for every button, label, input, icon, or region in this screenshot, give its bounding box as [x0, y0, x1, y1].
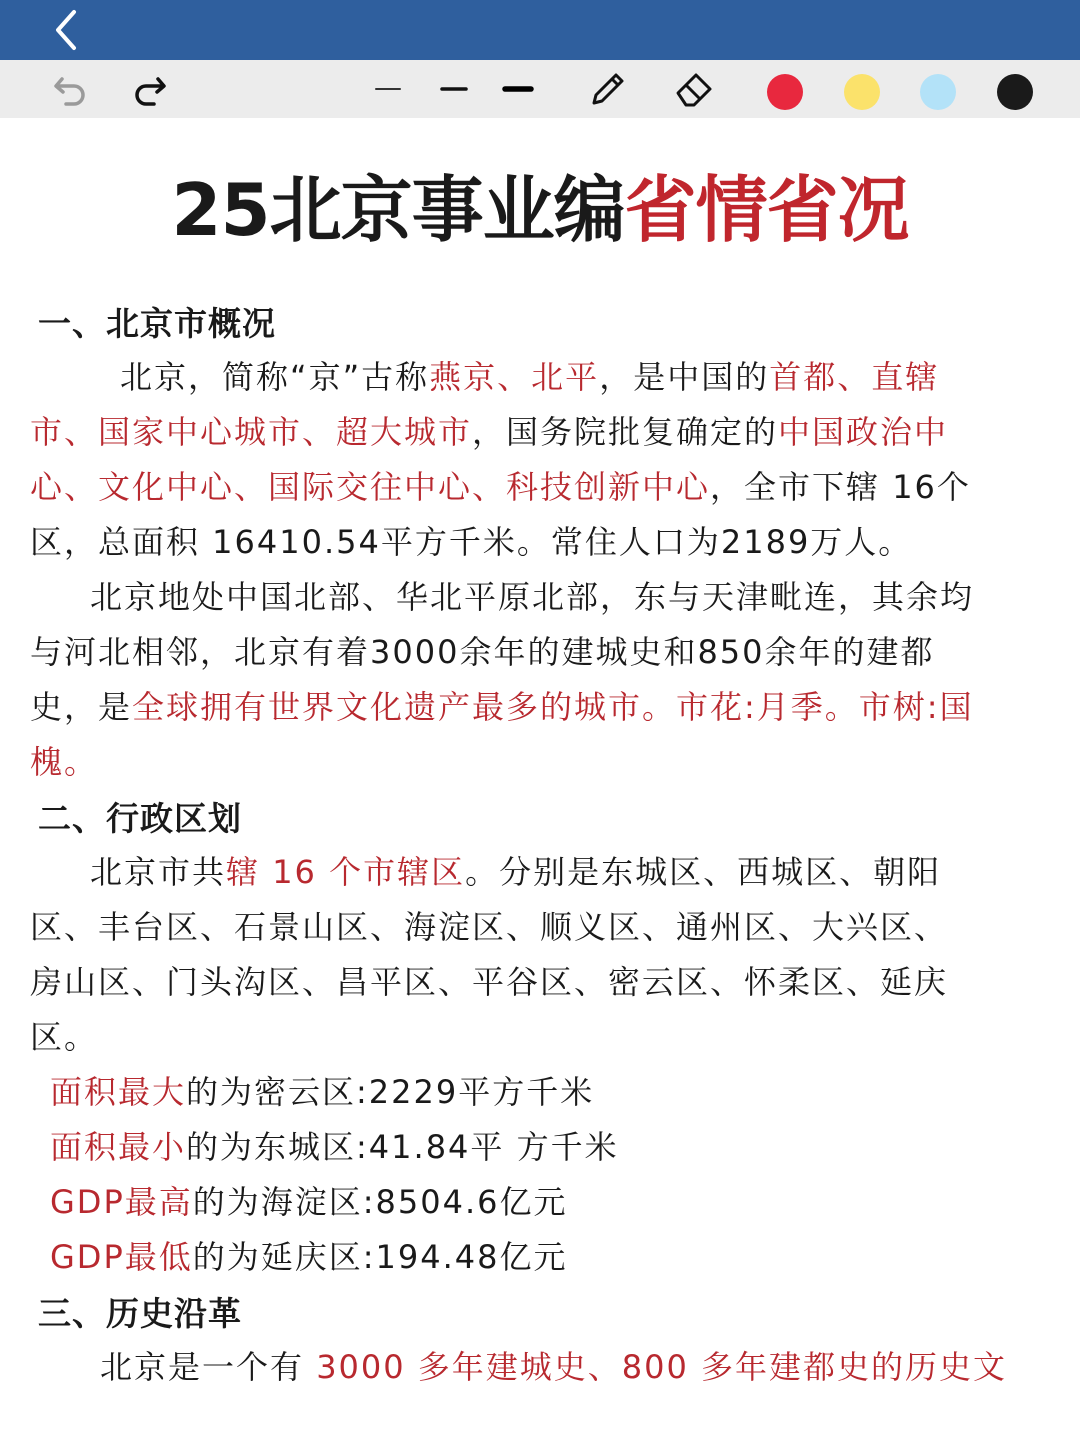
redo-button[interactable] [126, 65, 174, 113]
thick-stroke-button[interactable] [494, 65, 542, 113]
paragraph-line: 与河北相邻，北京有着3000余年的建城史和850余年的建都 [30, 633, 935, 671]
paragraph-line: 北京市共辖 16 个市辖区。分别是东城区、西城区、朝阳 [90, 853, 942, 891]
title-red-part: 省情省况 [624, 168, 909, 252]
back-button[interactable] [44, 6, 92, 54]
medium-stroke-icon [434, 79, 474, 99]
fact-line: GDP最高的为海淀区:8504.6亿元 [50, 1183, 568, 1221]
thin-stroke-icon [368, 79, 408, 99]
color-swatch-red[interactable] [767, 74, 803, 110]
paragraph-line: 槐。 [30, 743, 99, 781]
undo-icon [50, 69, 90, 109]
page-title [0, 170, 1080, 250]
title-black-part: 25北京事业编 [171, 168, 625, 252]
section-heading-admin-divisions: 二、行政区划 [38, 799, 242, 838]
eraser-button[interactable] [670, 65, 718, 113]
fact-line: 面积最大的为密云区:2229平方千米 [50, 1073, 595, 1111]
medium-stroke-button[interactable] [430, 65, 478, 113]
paragraph-line: 北京是一个有 3000 多年建城史、800 多年建都史的历史文 [100, 1348, 1008, 1386]
undo-button[interactable] [46, 65, 94, 113]
paragraph-line: 史，是全球拥有世界文化遗产最多的城市。市花:月季。市树:国 [30, 688, 974, 726]
color-swatch-black[interactable] [997, 74, 1033, 110]
paragraph-line: 区。 [30, 1018, 99, 1056]
paragraph-line: 市、国家中心城市、超大城市，国务院批复确定的中国政治中 [30, 413, 949, 451]
pen-icon [586, 67, 630, 111]
fact-line: 面积最小的为东城区:41.84平 方千米 [50, 1128, 619, 1166]
section-heading-history: 三、历史沿革 [38, 1294, 242, 1333]
top-nav-bar [0, 0, 1080, 60]
redo-icon [130, 69, 170, 109]
annotation-toolbar [0, 60, 1080, 118]
paragraph-line: 北京地处中国北部、华北平原北部，东与天津毗连，其余均 [90, 578, 975, 616]
color-swatch-yellow[interactable] [844, 74, 880, 110]
paragraph-line: 区，总面积 16410.54平方千米。常住人口为2189万人。 [30, 523, 913, 561]
thick-stroke-icon [498, 79, 538, 99]
paragraph-line: 区、丰台区、石景山区、海淀区、顺义区、通州区、大兴区、 [30, 908, 949, 946]
paragraph-line: 心、文化中心、国际交往中心、科技创新中心，全市下辖 16个 [30, 468, 971, 506]
pen-button[interactable] [584, 65, 632, 113]
paragraph-line: 北京，简称“京”古称燕京、北平，是中国的首都、直辖 [120, 358, 940, 396]
section-heading-overview: 一、北京市概况 [38, 304, 276, 343]
chevron-left-icon [44, 6, 92, 54]
thin-stroke-button[interactable] [364, 65, 412, 113]
fact-line: GDP最低的为延庆区:194.48亿元 [50, 1238, 568, 1276]
paragraph-line: 房山区、门头沟区、昌平区、平谷区、密云区、怀柔区、延庆 [30, 963, 949, 1001]
eraser-icon [672, 67, 716, 111]
color-swatch-light-blue[interactable] [920, 74, 956, 110]
